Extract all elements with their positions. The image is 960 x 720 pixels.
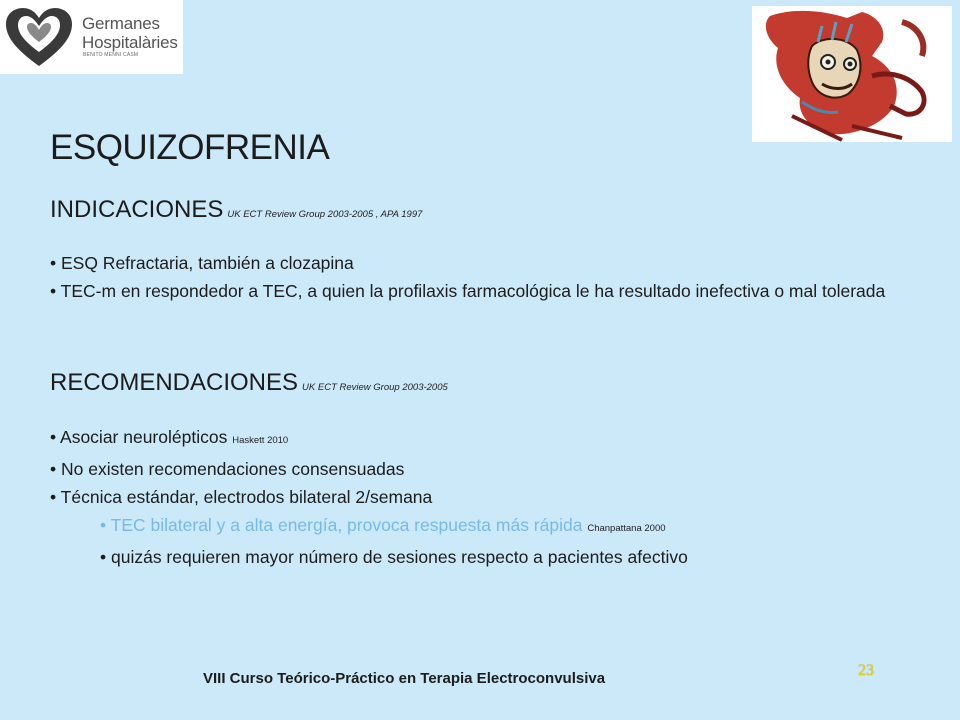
- logo-subtitle: BENITO MENNI CASM: [83, 52, 139, 58]
- indicaciones-heading-text: INDICACIONES: [50, 196, 224, 223]
- list-item: • No existen recomendaciones consensuadas: [50, 459, 405, 479]
- list-item: • ESQ Refractaria, también a clozapina: [50, 253, 354, 273]
- list-item-text: • Asociar neurolépticos: [50, 427, 228, 447]
- indicaciones-heading: [50, 196, 422, 224]
- expressionist-face-illustration: [752, 6, 952, 142]
- organization-logo: [0, 0, 183, 74]
- recomendaciones-heading: [50, 369, 448, 397]
- indicaciones-list: [50, 249, 950, 305]
- heart-logo-icon: [4, 6, 74, 70]
- page-number: 23: [858, 662, 874, 679]
- sub-list-item-reference: Chanpattana 2000: [587, 523, 666, 534]
- slide-title: ESQUIZOFRENIA: [50, 128, 330, 167]
- recomendaciones-reference: UK ECT Review Group 2003-2005: [302, 382, 448, 393]
- face-illustration-icon: [752, 6, 952, 142]
- sub-list-item-text: • TEC bilateral y a alta energía, provoca respuesta más rápida: [100, 515, 583, 535]
- sub-list-item: [50, 511, 950, 543]
- list-item: [50, 423, 950, 455]
- list-item: • TEC-m en respondedor a TEC, a quien la profilaxis farmacológica le ha resultado inefectiva o mal tolerada: [50, 281, 886, 301]
- sub-list-item: • quizás requieren mayor número de sesiones respecto a pacientes afectivo: [100, 547, 688, 567]
- course-footer: VIII Curso Teórico-Práctico en Terapia Electroconvulsiva: [203, 670, 606, 687]
- indicaciones-reference: UK ECT Review Group 2003-2005 , APA 1997: [227, 209, 423, 220]
- logo-name-line1: Germanes: [82, 14, 160, 33]
- logo-name-line2: Hospitalàries: [82, 33, 178, 52]
- list-item: • Técnica estándar, electrodos bilateral 2/semana: [50, 487, 433, 507]
- list-item-reference: Haskett 2010: [232, 435, 289, 446]
- recomendaciones-heading-text: RECOMENDACIONES: [50, 369, 299, 396]
- recomendaciones-list: [50, 423, 950, 571]
